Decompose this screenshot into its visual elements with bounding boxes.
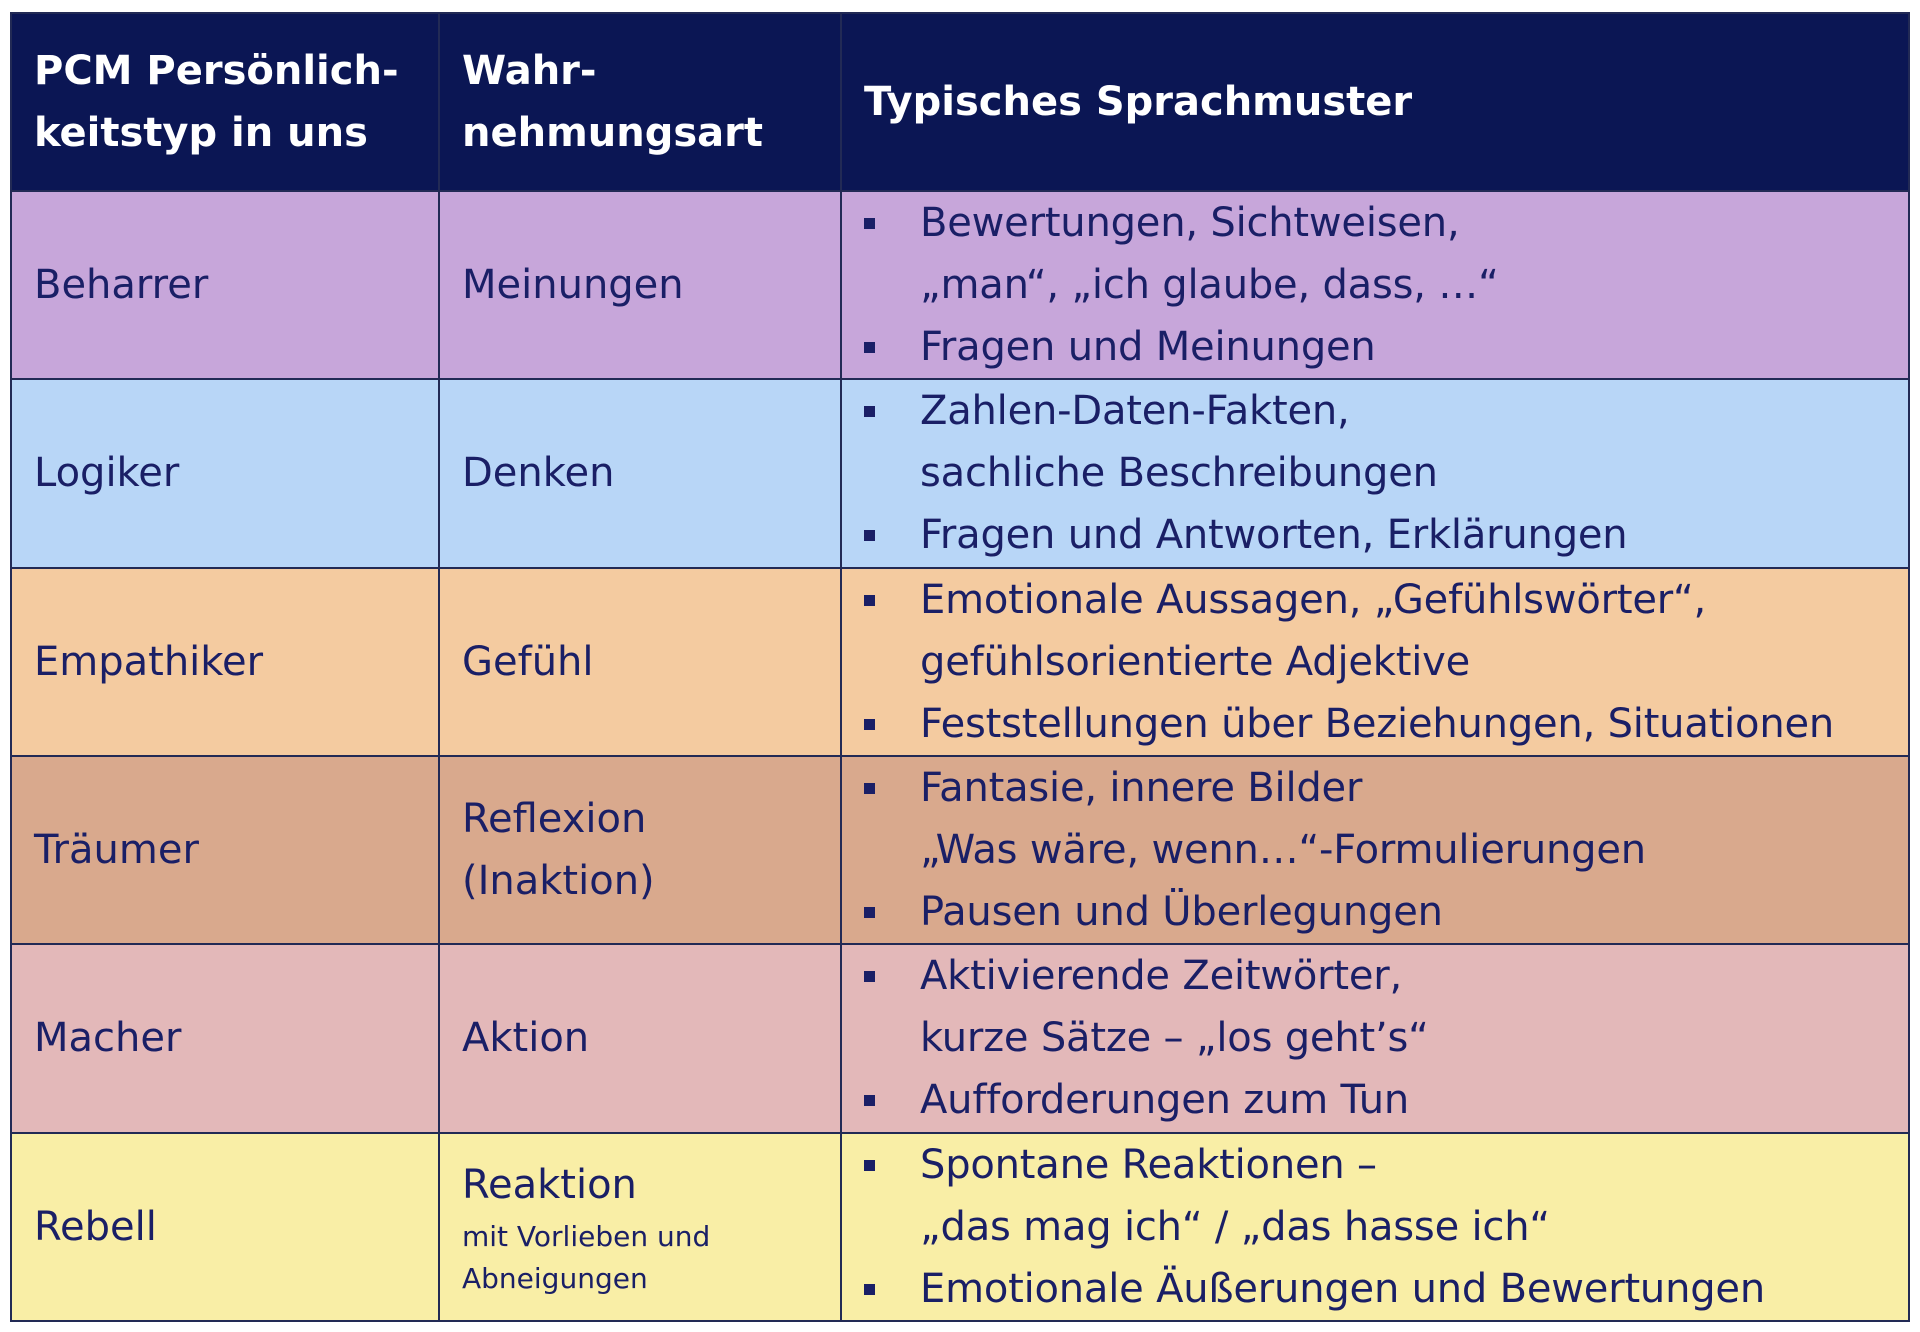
square-bullet-icon <box>864 342 875 353</box>
header-col2-line2: nehmungsart <box>462 110 763 156</box>
square-bullet-icon <box>864 530 875 541</box>
pattern-list <box>864 569 1886 755</box>
square-bullet-icon <box>864 1095 875 1106</box>
pattern-line: Emotionale Äußerungen und Bewertungen <box>920 1265 1765 1312</box>
pattern-line: Aktivierende Zeitwörter, <box>920 953 1403 1000</box>
mode-label-secondary: (Inaktion) <box>462 858 655 905</box>
square-bullet-icon <box>864 218 875 229</box>
cell-mode <box>439 568 841 756</box>
pattern-line: gefühlsorientierte Adjektive <box>920 638 1471 685</box>
pattern-line: Spontane Reaktionen – <box>920 1141 1377 1188</box>
cell-patterns <box>841 191 1909 379</box>
pattern-item <box>864 1134 1886 1258</box>
cell-mode <box>439 756 841 944</box>
pattern-item <box>864 316 1886 378</box>
square-bullet-icon <box>864 595 875 606</box>
square-bullet-icon <box>864 406 875 417</box>
pattern-line: Zahlen-Daten-Fakten, <box>920 388 1350 435</box>
pattern-line: Fantasie, innere Bilder <box>920 765 1363 812</box>
mode-label: Denken <box>462 450 615 497</box>
pattern-line: „das mag ich“ / „das hasse ich“ <box>920 1203 1550 1250</box>
cell-patterns <box>841 756 1909 944</box>
cell-patterns <box>841 1133 1909 1321</box>
mode-note: Abneigungen <box>462 1261 648 1295</box>
cell-type: Beharrer <box>11 191 439 379</box>
cell-mode <box>439 191 841 379</box>
cell-patterns <box>841 568 1909 756</box>
pattern-line: Pausen und Überlegungen <box>920 889 1443 936</box>
pcm-table <box>10 12 1910 1322</box>
pattern-item <box>864 1069 1886 1131</box>
header-col1-line1: PCM Persönlich- <box>34 48 399 94</box>
table-row-logiker <box>11 379 1909 567</box>
mode-label: Reaktion <box>462 1161 637 1208</box>
pattern-item <box>864 881 1886 943</box>
pattern-list <box>864 945 1886 1131</box>
pattern-line: sachliche Beschreibungen <box>920 450 1438 497</box>
pattern-item <box>864 380 1886 504</box>
pattern-line: „man“, „ich glaube, dass, …“ <box>920 262 1499 309</box>
square-bullet-icon <box>864 719 875 730</box>
square-bullet-icon <box>864 907 875 918</box>
header-perception-mode <box>439 13 841 191</box>
pattern-item <box>864 757 1886 881</box>
pattern-item <box>864 504 1886 566</box>
cell-type: Rebell <box>11 1133 439 1321</box>
pattern-item <box>864 192 1886 316</box>
pattern-item <box>864 945 1886 1069</box>
header-speech-pattern: Typisches Sprachmuster <box>841 13 1909 191</box>
mode-label: Reflexion <box>462 796 647 843</box>
table-row-macher <box>11 944 1909 1132</box>
pattern-line: Bewertungen, Sichtweisen, <box>920 200 1460 247</box>
cell-patterns <box>841 379 1909 567</box>
cell-mode <box>439 1133 841 1321</box>
pattern-item <box>864 569 1886 693</box>
pattern-line: Feststellungen über Beziehungen, Situationen <box>920 700 1835 747</box>
header-col1-line2: keitstyp in uns <box>34 110 368 156</box>
cell-mode <box>439 379 841 567</box>
cell-type: Logiker <box>11 379 439 567</box>
pattern-line: kurze Sätze – „los geht’s“ <box>920 1015 1429 1062</box>
square-bullet-icon <box>864 783 875 794</box>
cell-type: Träumer <box>11 756 439 944</box>
pattern-line: „Was wäre, wenn…“-Formulierungen <box>920 827 1646 874</box>
pattern-list <box>864 380 1886 566</box>
pattern-line: Fragen und Meinungen <box>920 324 1376 371</box>
header-col2-line1: Wahr- <box>462 48 597 94</box>
pattern-list <box>864 757 1886 943</box>
mode-note: mit Vorlieben und <box>462 1219 711 1253</box>
pattern-item <box>864 1258 1886 1320</box>
table-row-beharrer <box>11 191 1909 379</box>
pattern-line: Aufforderungen zum Tun <box>920 1077 1409 1124</box>
pattern-line: Emotionale Aussagen, „Gefühlswörter“, <box>920 576 1707 623</box>
mode-label: Meinungen <box>462 262 684 309</box>
table-header-row <box>11 13 1909 191</box>
cell-mode <box>439 944 841 1132</box>
square-bullet-icon <box>864 971 875 982</box>
table-row-rebell <box>11 1133 1909 1321</box>
table-row-traeumer <box>11 756 1909 944</box>
pcm-table-container <box>10 12 1910 1322</box>
cell-type: Macher <box>11 944 439 1132</box>
square-bullet-icon <box>864 1160 875 1171</box>
mode-label: Gefühl <box>462 638 594 685</box>
mode-label: Aktion <box>462 1015 590 1062</box>
pattern-list <box>864 1134 1886 1320</box>
cell-type: Empathiker <box>11 568 439 756</box>
table-row-empathiker <box>11 568 1909 756</box>
header-personality-type <box>11 13 439 191</box>
pattern-item <box>864 693 1886 755</box>
pattern-list <box>864 192 1886 378</box>
square-bullet-icon <box>864 1284 875 1295</box>
cell-patterns <box>841 944 1909 1132</box>
pattern-line: Fragen und Antworten, Erklärungen <box>920 512 1628 559</box>
